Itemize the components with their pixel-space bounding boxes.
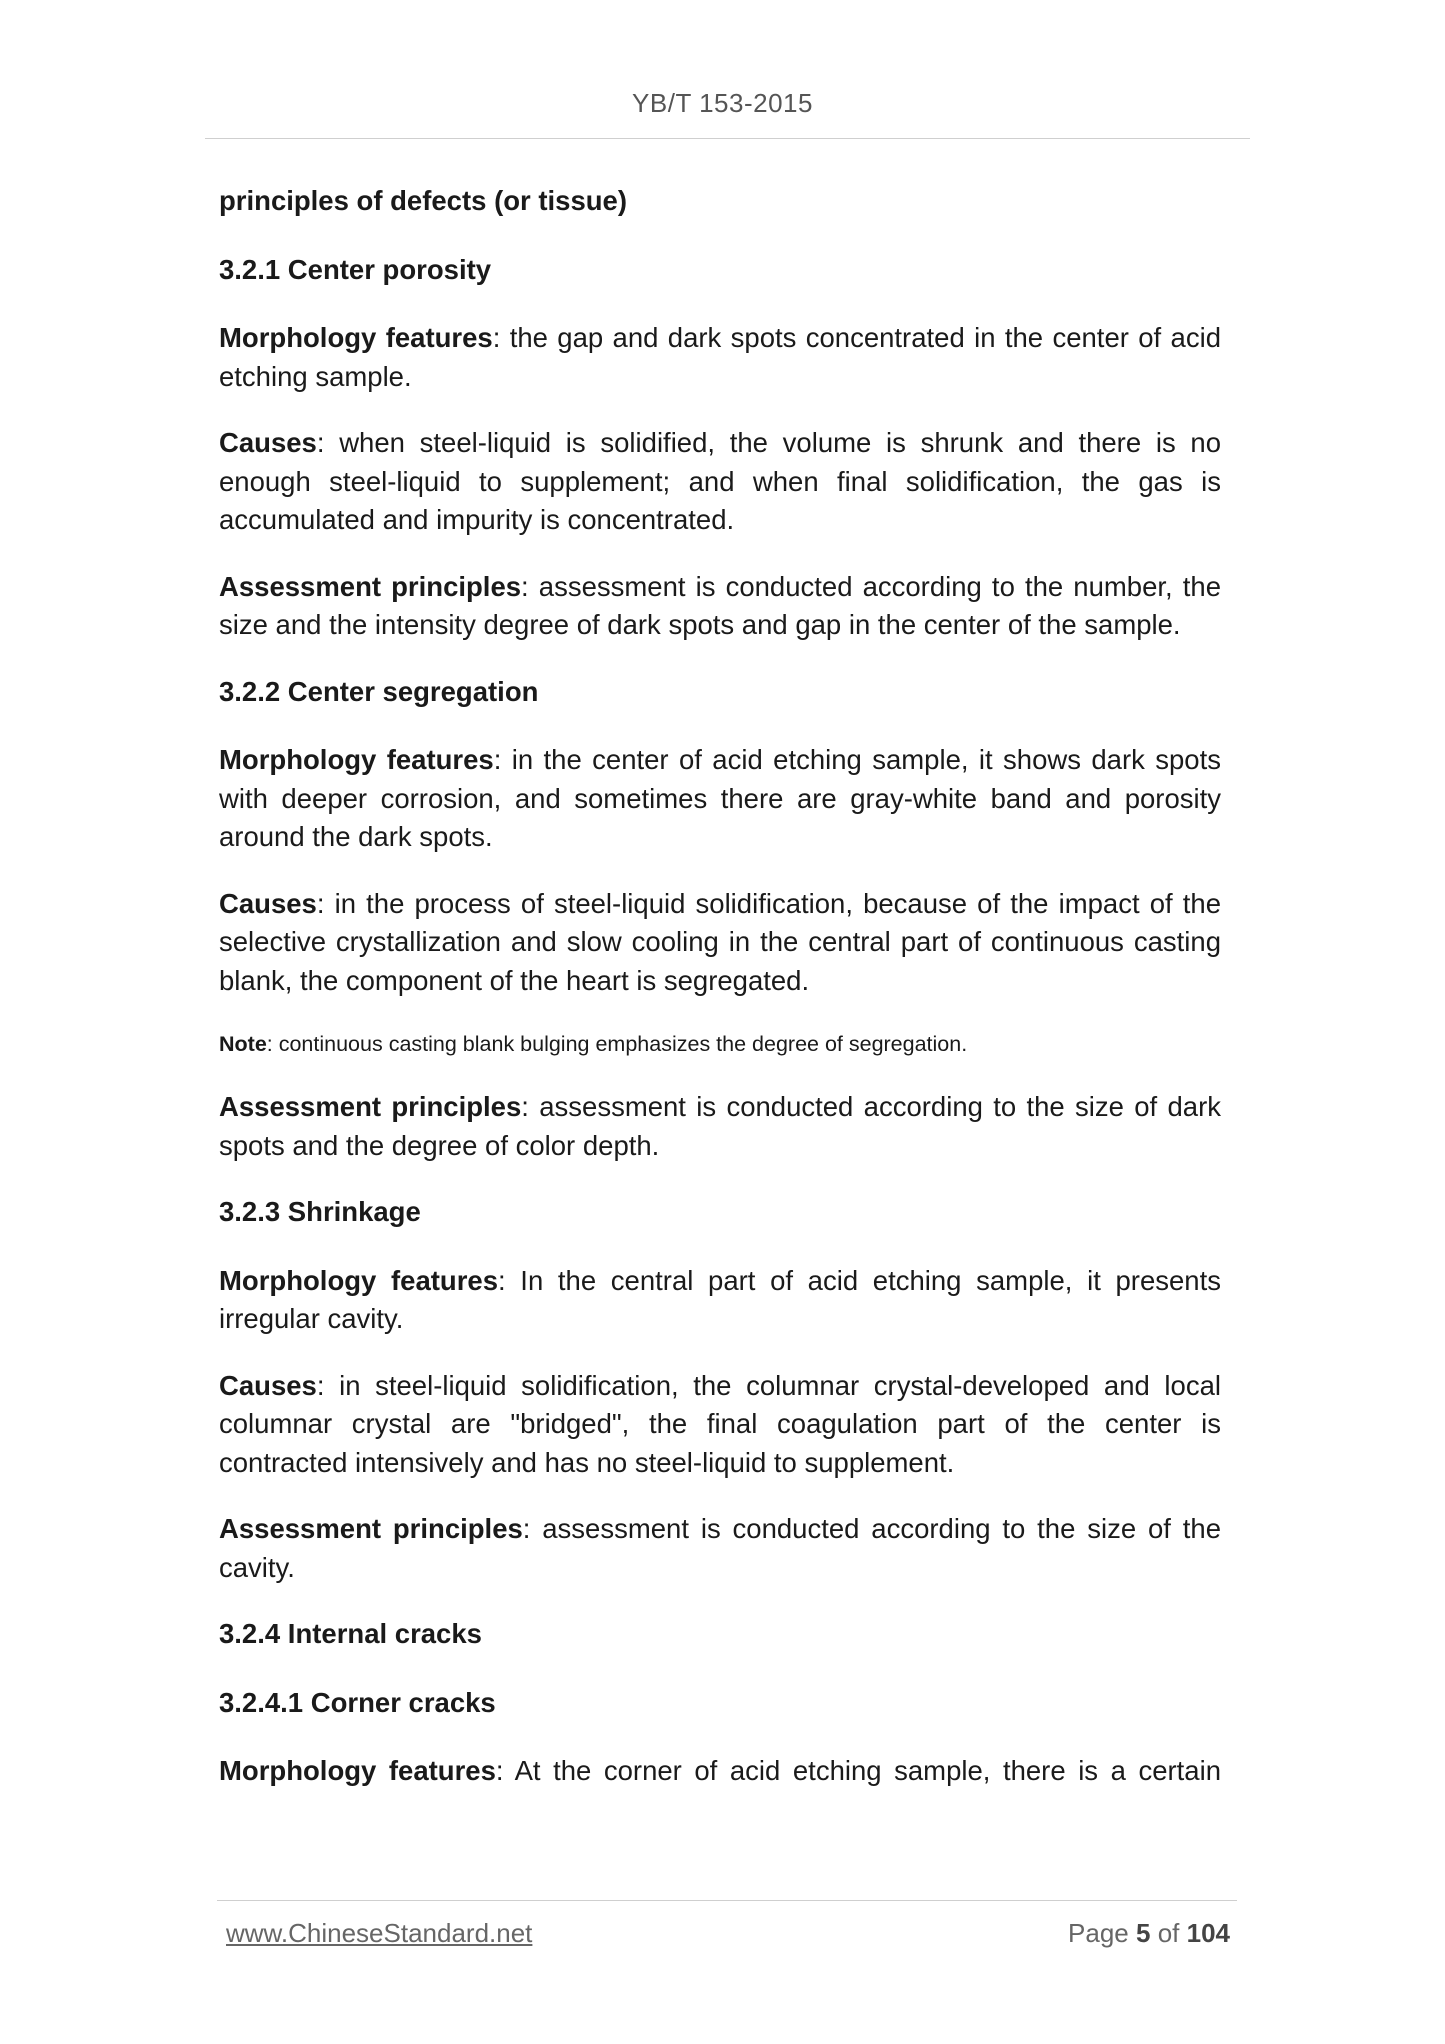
label-assessment: Assessment principles <box>219 570 522 602</box>
footer-divider <box>217 1900 1237 1901</box>
text-causes: : when steel-liquid is solidified, the volume is shrunk and there is no enough steel-liquid to supplement; and when final solidification, the gas is accumulated and impurity is concentrated. <box>219 427 1221 535</box>
label-causes: Causes <box>219 887 317 919</box>
paragraph-assessment <box>219 1510 1221 1587</box>
label-assessment: Assessment principles <box>219 1091 522 1122</box>
paragraph-morphology <box>219 741 1221 857</box>
section-heading-3-2-3: 3.2.3 Shrinkage <box>219 1196 421 1227</box>
paragraph-assessment <box>219 568 1221 645</box>
paragraph-causes <box>219 1367 1221 1483</box>
text-causes: : in the process of steel-liquid solidification, because of the impact of the selective crystallization and slow cooling in the central part of continuous casting blank, the component of the heart is segregated. <box>219 887 1221 996</box>
page-of: of <box>1157 1918 1180 1948</box>
paragraph-assessment <box>219 1088 1221 1165</box>
page-prefix: Page <box>1068 1918 1129 1948</box>
note <box>219 1028 1221 1060</box>
text-morphology: : in the center of acid etching sample, it shows dark spots with deeper corrosion, and sometimes there are gray-white band and porosity around the dark spots. <box>219 744 1221 852</box>
text-causes: : in steel-liquid solidification, the columnar crystal-developed and local columnar crystal are "bridged", the final coagulation part of the center is contracted intensively and has no steel-liquid to supplement. <box>219 1369 1221 1478</box>
label-morphology: Morphology features <box>219 322 493 353</box>
paragraph-morphology <box>219 1262 1221 1339</box>
label-morphology: Morphology features <box>219 1264 498 1296</box>
label-assessment: Assessment principles <box>219 1513 523 1544</box>
section-heading-3-2-2: 3.2.2 Center segregation <box>219 675 539 707</box>
paragraph-morphology <box>219 1752 1221 1791</box>
page-current: 5 <box>1135 1918 1151 1948</box>
text-morphology: : In the central part of acid etching sample, it presents irregular cavity. <box>219 1264 1221 1334</box>
section-heading-3-2-4: 3.2.4 Internal cracks <box>219 1618 482 1649</box>
section-heading-3-2-4-1: 3.2.4.1 Corner cracks <box>219 1686 496 1718</box>
page-body <box>219 182 1221 1819</box>
paragraph-causes <box>219 885 1221 1001</box>
website-link[interactable]: www.ChineseStandard.net <box>226 1918 533 1948</box>
continued-heading: principles of defects (or tissue) <box>219 185 628 216</box>
label-causes: Causes <box>219 427 317 458</box>
label-morphology: Morphology features <box>219 744 494 775</box>
document-code: YB/T 153-2015 <box>632 88 813 118</box>
text-morphology: : At the corner of acid etching sample, there is a certain <box>495 1755 1221 1786</box>
label-causes: Causes <box>219 1369 317 1401</box>
text-assessment: : assessment is conducted according to the size of the cavity. <box>219 1513 1221 1583</box>
text-assessment: : assessment is conducted according to the number, the size and the intensity degree of dark spots and gap in the center of the sample. <box>219 570 1222 640</box>
page-total: 104 <box>1186 1918 1230 1948</box>
text-note: : continuous casting blank bulging emphasizes the degree of segregation. <box>266 1032 968 1056</box>
label-note: Note <box>219 1032 267 1056</box>
paragraph-causes <box>219 424 1221 540</box>
section-heading-3-2-1: 3.2.1 Center porosity <box>219 253 492 285</box>
header-divider <box>205 138 1250 139</box>
text-assessment: : assessment is conducted according to the size of dark spots and the degree of color depth. <box>219 1091 1221 1161</box>
paragraph-morphology <box>219 319 1221 396</box>
page-indicator <box>1068 1918 1230 1949</box>
text-morphology: : the gap and dark spots concentrated in the center of acid etching sample. <box>219 322 1221 392</box>
label-morphology: Morphology features <box>219 1755 496 1786</box>
